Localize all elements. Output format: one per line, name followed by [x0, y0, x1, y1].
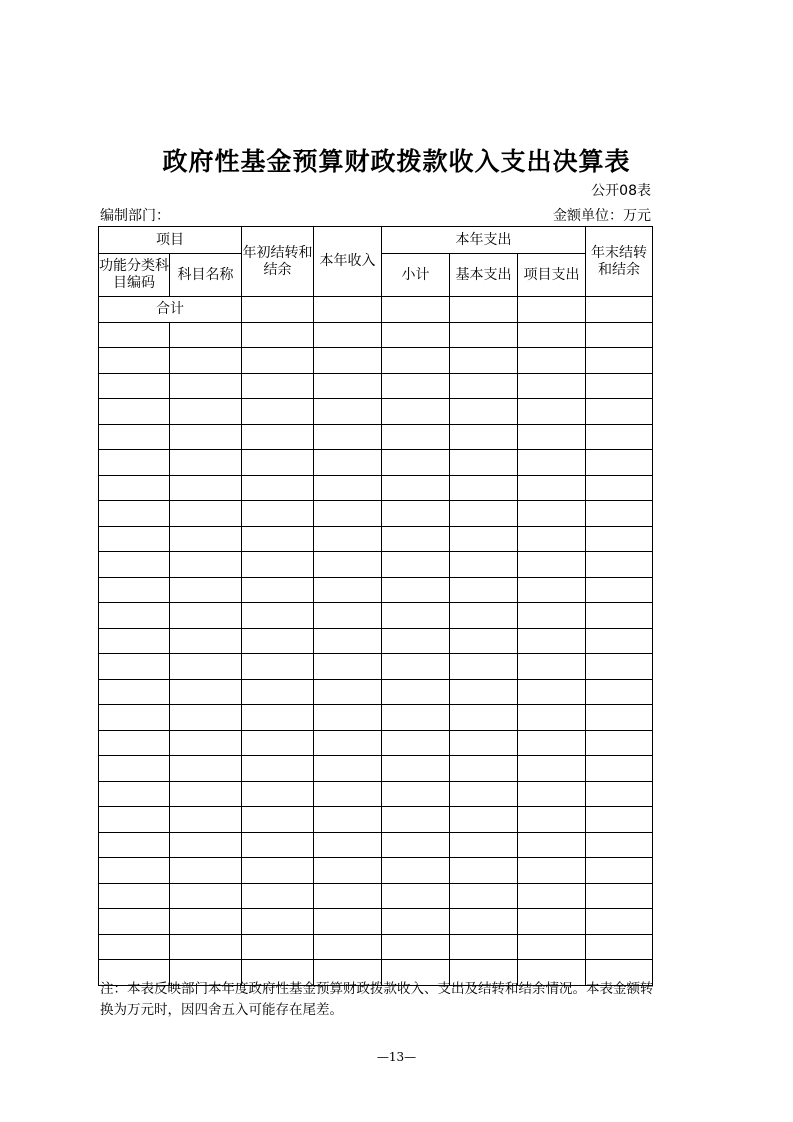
- table-cell: [99, 424, 170, 450]
- table-cell: [382, 373, 450, 399]
- table-cell: [242, 424, 314, 450]
- table-cell: [518, 654, 586, 680]
- table-row: [99, 883, 653, 909]
- table-cell: [314, 297, 382, 323]
- table-cell: [170, 807, 242, 833]
- table-cell: [382, 909, 450, 935]
- table-cell: [170, 552, 242, 578]
- table-cell: [382, 526, 450, 552]
- table-row: [99, 909, 653, 935]
- table-cell: [450, 858, 518, 884]
- table-cell: [382, 679, 450, 705]
- table-cell: [518, 399, 586, 425]
- table-cell: [518, 628, 586, 654]
- table-cell: [170, 883, 242, 909]
- table-cell: [242, 934, 314, 960]
- table-cell: [242, 577, 314, 603]
- table-row: [99, 373, 653, 399]
- table-cell: [450, 501, 518, 527]
- table-cell: [450, 322, 518, 348]
- table-cell: [586, 705, 653, 731]
- table-row: [99, 730, 653, 756]
- table-cell: [170, 654, 242, 680]
- table-row: [99, 858, 653, 884]
- table-cell: [99, 730, 170, 756]
- table-row: [99, 552, 653, 578]
- page-number: —13—: [376, 1050, 417, 1064]
- table-cell: [314, 679, 382, 705]
- table-cell: [450, 883, 518, 909]
- table-cell: [242, 373, 314, 399]
- table-cell: [518, 832, 586, 858]
- table-cell: [99, 552, 170, 578]
- table-note: 注：本表反映部门本年度政府性基金预算财政拨款收入、支出及结转和结余情况。本表金额转换为万元时，因四舍五入可能存在尾差。: [100, 981, 654, 1018]
- table-cell: [170, 373, 242, 399]
- table-cell: [382, 858, 450, 884]
- table-cell: [242, 348, 314, 374]
- table-cell: [242, 603, 314, 629]
- header-project-expense: 项目支出: [518, 254, 586, 297]
- table-cell: [242, 628, 314, 654]
- table-cell: [314, 730, 382, 756]
- table-cell: [314, 450, 382, 476]
- table-cell: [518, 450, 586, 476]
- table-cell: [450, 348, 518, 374]
- table-cell: [586, 577, 653, 603]
- table-cell: [450, 628, 518, 654]
- table-cell: [314, 858, 382, 884]
- table-row: [99, 679, 653, 705]
- table-cell: [99, 705, 170, 731]
- table-cell: [314, 526, 382, 552]
- table-cell: [170, 603, 242, 629]
- table-cell: [99, 526, 170, 552]
- table-cell: [170, 577, 242, 603]
- table-cell: [242, 781, 314, 807]
- table-cell: [99, 858, 170, 884]
- table-cell: [170, 501, 242, 527]
- table-cell: [586, 450, 653, 476]
- table-cell: [242, 858, 314, 884]
- table-cell: [518, 552, 586, 578]
- table-cell: [518, 781, 586, 807]
- header-income: 本年收入: [314, 227, 382, 297]
- table-row: [99, 628, 653, 654]
- table-cell: [242, 450, 314, 476]
- table-cell: [99, 883, 170, 909]
- table-cell: [99, 501, 170, 527]
- table-cell: [450, 781, 518, 807]
- table-cell: [586, 883, 653, 909]
- table-cell: [518, 475, 586, 501]
- table-cell: [586, 297, 653, 323]
- table-cell: [382, 322, 450, 348]
- table-cell: [518, 705, 586, 731]
- table-cell: [382, 654, 450, 680]
- table-cell: [170, 705, 242, 731]
- table-cell: [242, 756, 314, 782]
- table-cell: [314, 475, 382, 501]
- table-cell: [586, 373, 653, 399]
- table-cell: [586, 399, 653, 425]
- table-cell: [99, 781, 170, 807]
- table-cell: [242, 730, 314, 756]
- table-cell: [170, 756, 242, 782]
- table-cell: [382, 577, 450, 603]
- header-subject-name: 科目名称: [170, 254, 242, 297]
- table-cell: [242, 654, 314, 680]
- table-cell: [314, 883, 382, 909]
- table-cell: [382, 424, 450, 450]
- table-cell: [99, 577, 170, 603]
- table-cell: [314, 399, 382, 425]
- table-cell: [170, 322, 242, 348]
- table-cell: [170, 450, 242, 476]
- table-cell: [382, 934, 450, 960]
- table-cell: [170, 424, 242, 450]
- table-cell: [586, 628, 653, 654]
- table-cell: [382, 552, 450, 578]
- table-cell: [242, 552, 314, 578]
- table-cell: [586, 756, 653, 782]
- table-cell: [314, 628, 382, 654]
- table-cell: [382, 832, 450, 858]
- table-cell: [314, 781, 382, 807]
- table-cell: [518, 348, 586, 374]
- table-row: [99, 756, 653, 782]
- table-cell: [518, 322, 586, 348]
- table-row: [99, 807, 653, 833]
- table-cell: [314, 756, 382, 782]
- table-cell: [518, 501, 586, 527]
- table-cell: [518, 858, 586, 884]
- table-row: [99, 577, 653, 603]
- table-cell: [518, 679, 586, 705]
- header-begin-balance: 年初结转和结余: [242, 227, 314, 297]
- table-row: [99, 781, 653, 807]
- table-row: [99, 501, 653, 527]
- header-end-balance: 年末结转和结余: [586, 227, 653, 297]
- table-cell: [314, 501, 382, 527]
- header-func-code: 功能分类科目编码: [99, 254, 170, 297]
- table-cell: [586, 654, 653, 680]
- table-cell: [314, 322, 382, 348]
- table-cell: [99, 475, 170, 501]
- table-row: [99, 832, 653, 858]
- table-cell: [382, 705, 450, 731]
- table-cell: [242, 883, 314, 909]
- table-cell: [450, 399, 518, 425]
- table-cell: [314, 654, 382, 680]
- table-cell: [586, 909, 653, 935]
- table-cell: [518, 603, 586, 629]
- table-cell: [170, 628, 242, 654]
- table-cell: [314, 832, 382, 858]
- table-cell: [170, 399, 242, 425]
- table-cell: [450, 654, 518, 680]
- table-cell: [586, 858, 653, 884]
- table-row: [99, 526, 653, 552]
- table-row: [99, 322, 653, 348]
- table-cell: [518, 424, 586, 450]
- table-cell: [314, 603, 382, 629]
- table-cell: [242, 297, 314, 323]
- total-label: 合计: [99, 297, 242, 323]
- table-cell: [450, 807, 518, 833]
- table-cell: [99, 654, 170, 680]
- header-basic-expense: 基本支出: [450, 254, 518, 297]
- table-cell: [382, 297, 450, 323]
- document-title: 政府性基金预算财政拨款收入支出决算表: [162, 147, 631, 176]
- table-cell: [450, 705, 518, 731]
- table-cell: [450, 832, 518, 858]
- table-row: [99, 475, 653, 501]
- table-cell: [242, 832, 314, 858]
- table-cell: [99, 832, 170, 858]
- table-cell: [382, 730, 450, 756]
- table-cell: [242, 526, 314, 552]
- table-cell: [170, 475, 242, 501]
- table-row: [99, 450, 653, 476]
- table-row: [99, 348, 653, 374]
- table-cell: [382, 883, 450, 909]
- table-cell: [242, 705, 314, 731]
- table-cell: [518, 807, 586, 833]
- table-cell: [450, 603, 518, 629]
- table-cell: [170, 348, 242, 374]
- table-cell: [242, 909, 314, 935]
- table-cell: [450, 475, 518, 501]
- table-cell: [518, 730, 586, 756]
- table-cell: [586, 348, 653, 374]
- total-row: [99, 297, 653, 323]
- unit-label: 金额单位：万元: [553, 208, 651, 224]
- table-cell: [99, 679, 170, 705]
- table-cell: [314, 348, 382, 374]
- table-cell: [170, 934, 242, 960]
- table-cell: [382, 399, 450, 425]
- table-cell: [518, 297, 586, 323]
- table-row: [99, 399, 653, 425]
- table-cell: [170, 679, 242, 705]
- table-cell: [314, 909, 382, 935]
- table-row: [99, 705, 653, 731]
- table-cell: [586, 322, 653, 348]
- table-cell: [518, 883, 586, 909]
- table-cell: [382, 603, 450, 629]
- table-cell: [518, 373, 586, 399]
- dept-label: 编制部门：: [100, 208, 170, 224]
- table-cell: [382, 501, 450, 527]
- table-cell: [450, 730, 518, 756]
- table-cell: [586, 475, 653, 501]
- table-cell: [242, 475, 314, 501]
- table-cell: [518, 909, 586, 935]
- table-cell: [99, 756, 170, 782]
- table-cell: [314, 424, 382, 450]
- table-cell: [450, 909, 518, 935]
- table-cell: [382, 807, 450, 833]
- table-cell: [314, 577, 382, 603]
- table-cell: [586, 679, 653, 705]
- table-cell: [99, 909, 170, 935]
- table-cell: [586, 934, 653, 960]
- table-cell: [99, 934, 170, 960]
- table-cell: [586, 807, 653, 833]
- table-cell: [450, 373, 518, 399]
- table-cell: [314, 705, 382, 731]
- table-cell: [99, 628, 170, 654]
- table-cell: [170, 730, 242, 756]
- table-cell: [314, 552, 382, 578]
- table-cell: [382, 450, 450, 476]
- table-cell: [450, 450, 518, 476]
- table-cell: [242, 679, 314, 705]
- table-cell: [450, 934, 518, 960]
- table-row: [99, 424, 653, 450]
- table-cell: [99, 322, 170, 348]
- table-cell: [170, 909, 242, 935]
- table-cell: [99, 399, 170, 425]
- table-row: [99, 654, 653, 680]
- header-item: 项目: [99, 227, 242, 254]
- table-cell: [99, 450, 170, 476]
- table-cell: [382, 781, 450, 807]
- table-cell: [518, 526, 586, 552]
- table-cell: [586, 552, 653, 578]
- table-cell: [450, 577, 518, 603]
- table-cell: [586, 603, 653, 629]
- table-code: 公开08表: [591, 183, 651, 199]
- table-cell: [382, 348, 450, 374]
- table-cell: [450, 679, 518, 705]
- table-cell: [586, 730, 653, 756]
- table-row: [99, 934, 653, 960]
- table-cell: [450, 552, 518, 578]
- table-cell: [170, 781, 242, 807]
- table-cell: [450, 424, 518, 450]
- table-row: [99, 603, 653, 629]
- table-cell: [450, 526, 518, 552]
- table-cell: [242, 322, 314, 348]
- table-cell: [586, 832, 653, 858]
- table-cell: [242, 501, 314, 527]
- table-cell: [99, 807, 170, 833]
- table-cell: [314, 807, 382, 833]
- table-cell: [586, 424, 653, 450]
- table-cell: [314, 373, 382, 399]
- table-cell: [518, 756, 586, 782]
- budget-table: [98, 226, 653, 986]
- table-cell: [586, 526, 653, 552]
- table-cell: [242, 807, 314, 833]
- table-cell: [170, 832, 242, 858]
- table-cell: [518, 934, 586, 960]
- table-cell: [99, 348, 170, 374]
- header-subtotal: 小计: [382, 254, 450, 297]
- table-cell: [518, 577, 586, 603]
- header-row-1: [99, 227, 653, 254]
- table-cell: [99, 603, 170, 629]
- header-expense: 本年支出: [382, 227, 586, 254]
- table-cell: [382, 475, 450, 501]
- table-cell: [450, 756, 518, 782]
- table-cell: [586, 781, 653, 807]
- table-cell: [450, 297, 518, 323]
- table-cell: [99, 373, 170, 399]
- table-cell: [314, 934, 382, 960]
- table-cell: [242, 399, 314, 425]
- table-cell: [382, 756, 450, 782]
- table-cell: [170, 858, 242, 884]
- table-cell: [382, 628, 450, 654]
- table-cell: [586, 501, 653, 527]
- table-cell: [170, 526, 242, 552]
